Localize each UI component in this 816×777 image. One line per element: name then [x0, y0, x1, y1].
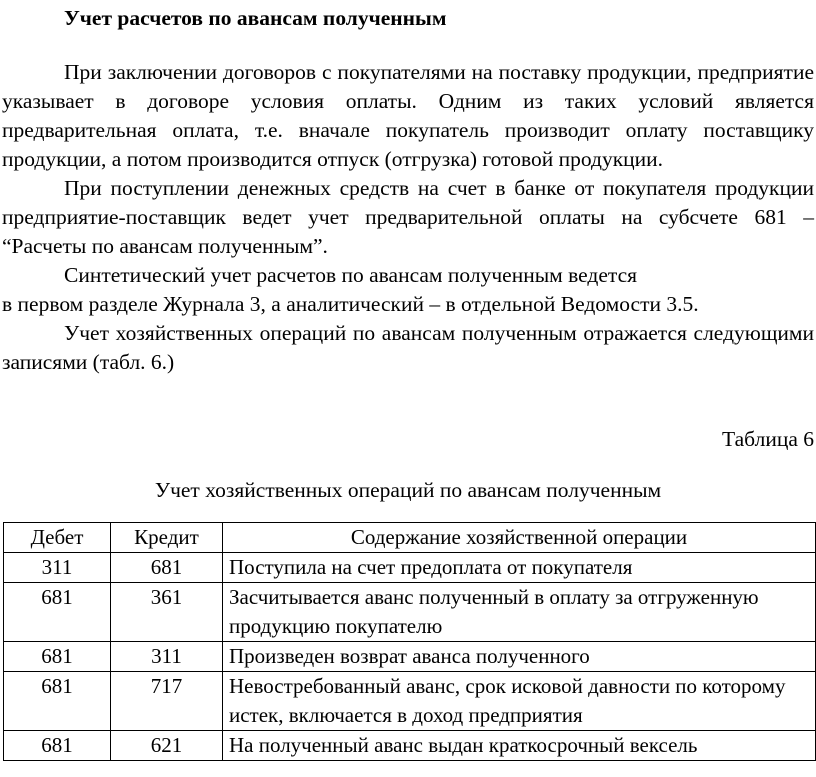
cell-credit: 717 [111, 672, 223, 731]
cell-debit: 681 [4, 672, 111, 731]
table-row [4, 672, 816, 731]
header-debit: Дебет [4, 523, 111, 553]
paragraph-journal: в первом разделе Журнала 3, а аналитический – в отдельной Ведомости 3.5. [2, 292, 699, 316]
table-row [4, 583, 816, 642]
cell-credit: 361 [111, 583, 223, 642]
operations-table [3, 522, 816, 761]
header-credit: Кредит [111, 523, 223, 553]
cell-credit: 681 [111, 553, 223, 583]
paragraph-synthetic: Синтетический учет расчетов по авансам полученным ведется [64, 263, 638, 287]
header-description: Содержание хозяйственной операции [223, 523, 816, 553]
cell-credit: 311 [111, 642, 223, 672]
cell-debit: 681 [4, 731, 111, 761]
cell-description: Поступила на счет предоплата от покупателя [223, 553, 816, 583]
paragraph-entries: Учет хозяйственных операций по авансам полученным отражается следующими записями (табл. 6.) [2, 321, 814, 374]
table-header-row [4, 523, 816, 553]
cell-debit: 311 [4, 553, 111, 583]
table-row [4, 731, 816, 761]
cell-credit: 621 [111, 731, 223, 761]
section-heading: Учет расчетов по авансам полученным [64, 6, 447, 30]
paragraph-subaccount: При поступлении денежных средств на счет в банке от покупателя продукции предприятие-поставщик ведет учет предварительной оплаты на субсчете 681 – “Расчеты по авансам полученным”. [2, 176, 814, 258]
cell-description: Произведен возврат аванса полученного [223, 642, 816, 672]
table-title: Учет хозяйственных операций по авансам полученным [154, 478, 662, 502]
cell-description: Невостребованный аванс, срок исковой давности по которому истек, включается в доход предприятия [223, 672, 816, 731]
cell-debit: 681 [4, 642, 111, 672]
cell-description: На полученный аванс выдан краткосрочный вексель [223, 731, 816, 761]
table-number: Таблица 6 [722, 427, 814, 451]
cell-description: Засчитывается аванс полученный в оплату за отгруженную продукцию покупателю [223, 583, 816, 642]
paragraph-contracts: При заключении договоров с покупателями на поставку продукции, предприятие указывает в договоре условия оплаты. Одним из таких условий является предварительная оплата, т.е. вначале покупатель производит оплату поставщику продукции, а потом производится отпуск (отгрузка) готовой продукции. [2, 60, 814, 171]
cell-debit: 681 [4, 583, 111, 642]
table-row [4, 553, 816, 583]
body-text [2, 58, 814, 377]
table-row [4, 642, 816, 672]
